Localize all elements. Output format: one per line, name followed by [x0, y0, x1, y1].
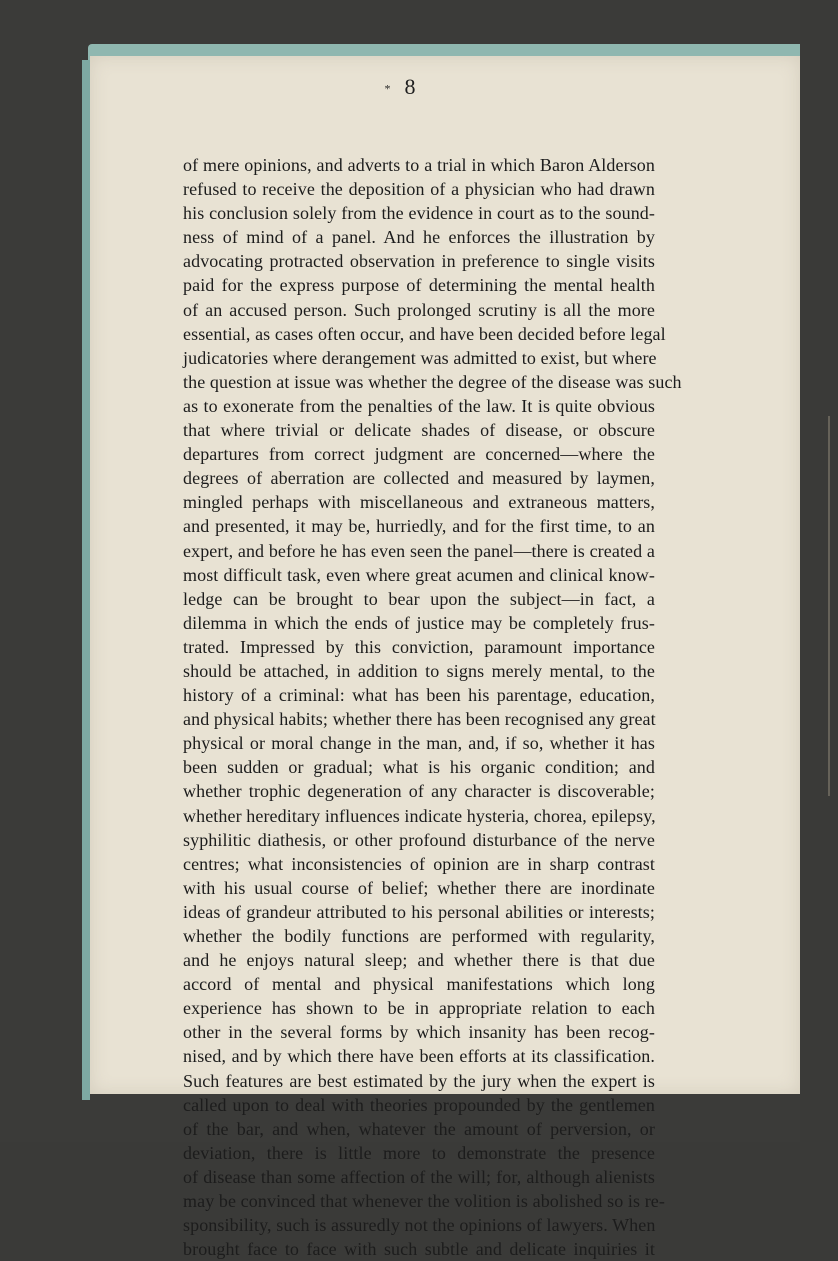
text-line: whether trophic degeneration of any character is discoverable;: [183, 781, 655, 802]
text-line: of mere opinions, and adverts to a trial in which Baron Alderson: [183, 155, 655, 175]
text-line: departures from correct judgment are concerned—where the: [183, 444, 655, 465]
printer-mark: *: [384, 81, 391, 96]
text-line: essential, as cases often occur, and have been decided before legal: [183, 323, 666, 344]
text-line: expert, and before he has even seen the panel—there is created a: [183, 540, 655, 561]
text-line: whether the bodily functions are performed with regularity,: [183, 926, 655, 946]
text-line: his conclusion solely from the evidence in court as to the sound-: [183, 203, 655, 224]
blue-backing-edge: [82, 60, 90, 1100]
text-line: the question at issue was whether the degree of the disease was such: [183, 371, 682, 392]
text-line: centres; what inconsistencies of opinion are in sharp contrast: [183, 853, 655, 874]
text-line: syphilitic diathesis, or other profound disturbance of the nerve: [183, 829, 655, 850]
text-line: advocating protracted observation in preference to single visits: [183, 251, 655, 272]
text-line: paid for the express purpose of determining the mental health: [183, 275, 655, 296]
text-line: brought face to face with such subtle and delicate inquiries it: [183, 1239, 655, 1260]
text-line: sponsibility, such is assuredly not the opinions of lawyers. When: [183, 1215, 656, 1236]
text-line: trated. Impressed by this conviction, paramount importance: [183, 636, 655, 657]
text-line: may be convinced that whenever the volition is abolished so is re-: [183, 1191, 665, 1212]
text-line: history of a criminal: what has been his parentage, education,: [183, 685, 655, 706]
text-line: nised, and by which there have been efforts at its classification.: [183, 1046, 655, 1067]
text-line: whether hereditary influences indicate hysteria, chorea, epilepsy,: [183, 805, 656, 826]
text-line: most difficult task, even where great acumen and clinical know-: [183, 564, 655, 585]
text-line: mingled perhaps with miscellaneous and extraneous matters,: [183, 492, 655, 513]
text-line: ledge can be brought to bear upon the subject—in fact, a: [183, 588, 655, 609]
text-line: judicatories where derangement was admitted to exist, but where: [183, 347, 657, 368]
page-number: 8: [404, 74, 416, 99]
text-line: experience has shown to be in appropriate relation to each: [183, 998, 655, 1019]
text-line: should be attached, in addition to signs merely mental, to the: [183, 660, 655, 681]
text-line: of an accused person. Such prolonged scrutiny is all the more: [183, 299, 655, 320]
text-line: called upon to deal with theories propounded by the gentlemen: [183, 1094, 655, 1115]
text-line: physical or moral change in the man, and, if so, whether it has: [183, 733, 655, 754]
text-line: with his usual course of belief; whether there are inordinate: [183, 877, 655, 898]
text-line: other in the several forms by which insanity has been recog-: [183, 1022, 655, 1043]
text-line: refused to receive the deposition of a physician who had drawn: [183, 179, 655, 200]
text-line: and presented, it may be, hurriedly, and for the first time, to an: [183, 516, 655, 537]
text-line: accord of mental and physical manifestations which long: [183, 974, 655, 995]
text-line: dilemma in which the ends of justice may be completely frus-: [183, 612, 655, 633]
text-line: of disease than some affection of the will; for, although alienists: [183, 1166, 655, 1187]
text-line: Such features are best estimated by the jury when the expert is: [183, 1070, 655, 1091]
text-line: ideas of grandeur attributed to his personal abilities or interests;: [183, 901, 655, 922]
text-line: deviation, there is little more to demonstrate the presence: [183, 1142, 655, 1163]
page-number-header: [0, 74, 800, 100]
text-line: been sudden or gradual; what is his organic condition; and: [183, 757, 655, 778]
text-line: and he enjoys natural sleep; and whether there is that due: [183, 950, 655, 971]
text-line: and physical habits; whether there has been recognised any great: [183, 709, 656, 730]
text-line: ness of mind of a panel. And he enforces the illustration by: [183, 227, 655, 248]
body-paragraph: [183, 153, 682, 1261]
page-fold-mark: [828, 416, 838, 796]
text-line: degrees of aberration are collected and measured by laymen,: [183, 468, 655, 489]
text-line: as to exonerate from the penalties of the law. It is quite obvious: [183, 395, 655, 416]
text-line: of the bar, and when, whatever the amount of perversion, or: [183, 1118, 655, 1139]
text-line: that where trivial or delicate shades of disease, or obscure: [183, 420, 655, 441]
